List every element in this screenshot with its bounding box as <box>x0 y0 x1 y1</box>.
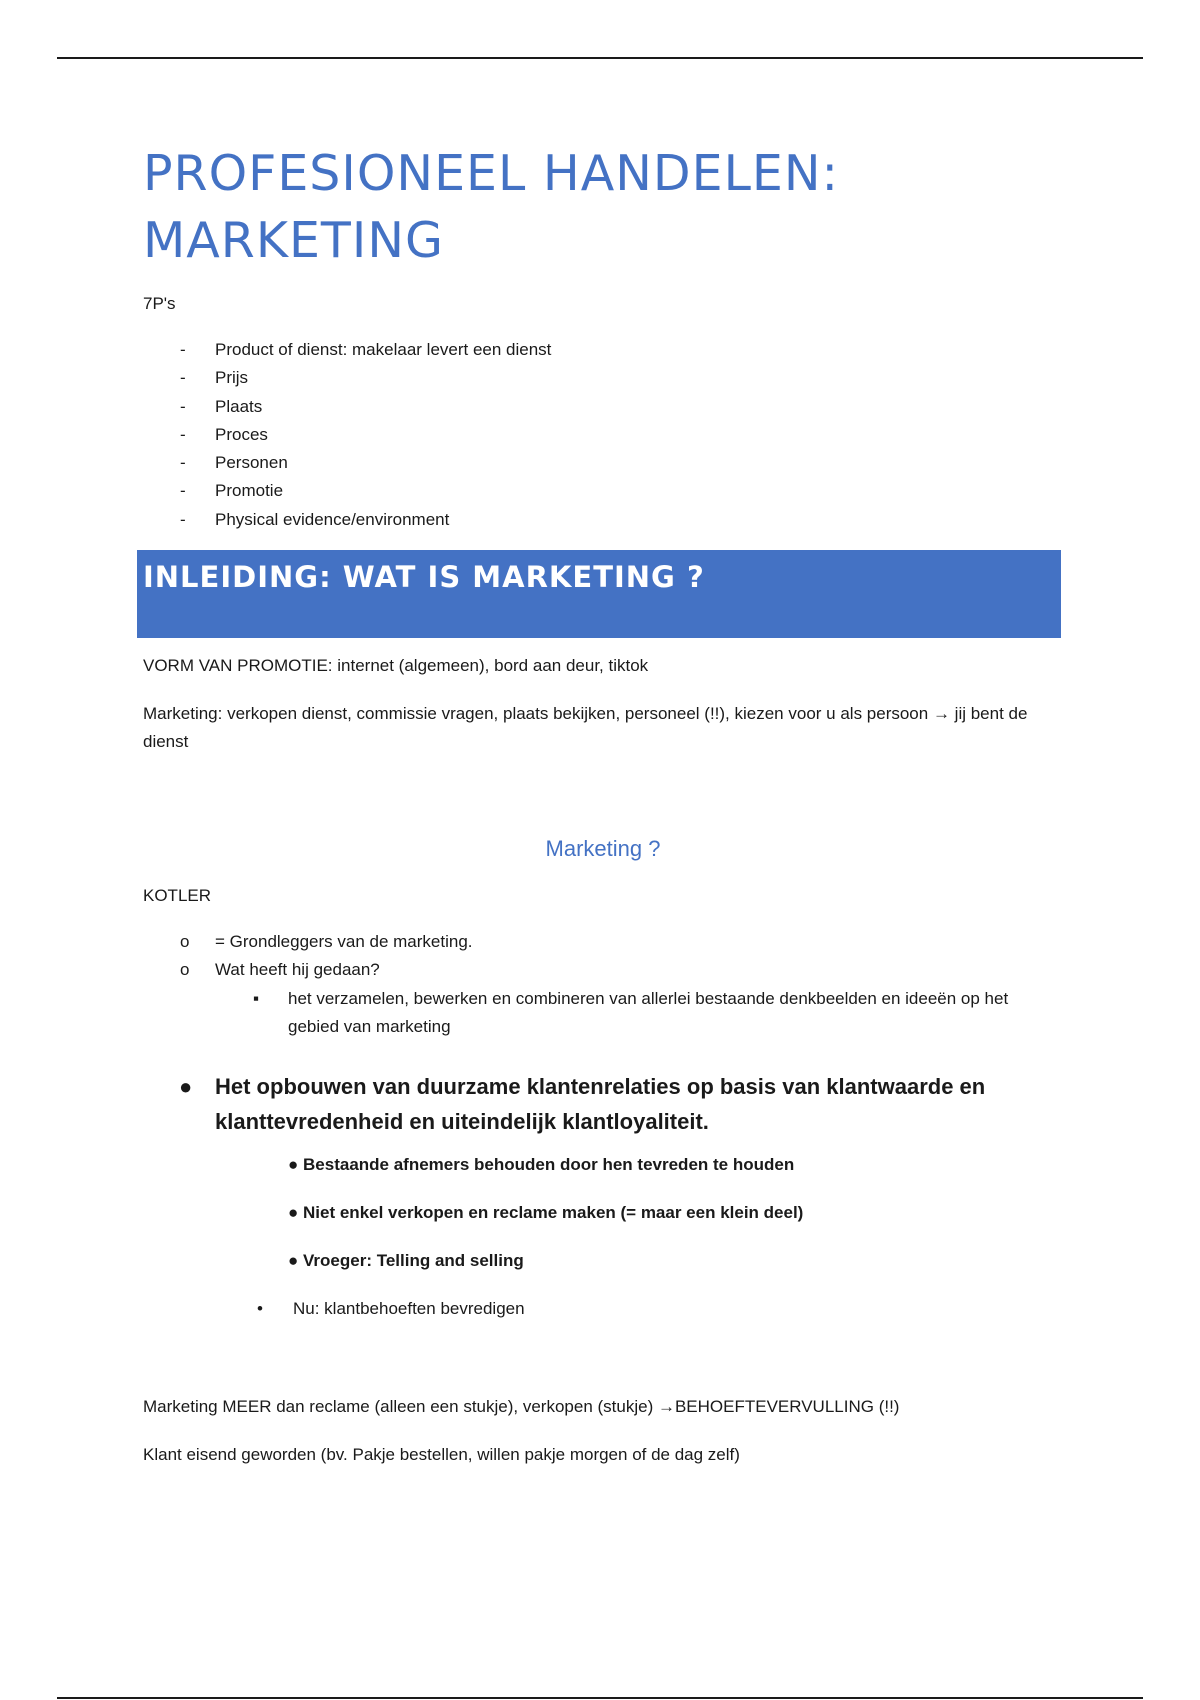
bold-subpoint: ● Vroeger: Telling and selling <box>288 1251 524 1271</box>
kotler-list <box>143 928 1063 985</box>
section-heading-banner: INLEIDING: WAT IS MARKETING ? <box>137 550 1061 638</box>
list-item: - Prijs <box>143 364 1063 392</box>
top-rule <box>57 57 1143 59</box>
list-item: - Promotie <box>143 477 1063 505</box>
o-marker: o <box>180 960 190 980</box>
bottom-rule <box>57 1697 1143 1699</box>
dot-marker: ● <box>288 1203 299 1223</box>
dash-marker: - <box>180 481 186 501</box>
seven-ps-label: 7P's <box>143 294 176 313</box>
list-item: - Physical evidence/environment <box>143 506 1063 534</box>
list-item: o = Grondleggers van de marketing. <box>143 928 1063 956</box>
center-heading: Marketing ? <box>545 836 661 862</box>
dash-marker: - <box>180 340 186 359</box>
small-dot-marker: • <box>257 1299 263 1319</box>
key-definition: ● Het opbouwen van duurzame klantenrelaties op basis van klantwaarde en klanttevredenheid en uiteindelijk klantloyaliteit. <box>143 1069 1063 1139</box>
square-marker: ▪ <box>253 988 260 1008</box>
title-line-1: PROFESIONEEL HANDELEN: <box>143 145 840 202</box>
dash-marker: - <box>180 509 186 529</box>
marketing-paragraph: Marketing: verkopen dienst, commissie vragen, plaats bekijken, personeel (!!), kiezen voor u als persoon → jij bent de dienst <box>143 704 1028 752</box>
list-item: o Wat heeft hij gedaan? <box>143 956 1063 984</box>
kotler-sublist <box>143 985 1063 1042</box>
dash-marker: - <box>180 453 186 473</box>
dot-marker: ● <box>288 1155 299 1175</box>
list-item: - Proces <box>143 421 1063 449</box>
list-item: ▪ het verzamelen, bewerken en combineren van allerlei bestaande denkbeelden en ideeën op het gebied van marketing <box>143 985 1063 1042</box>
dash-marker: - <box>180 424 186 444</box>
dash-marker: - <box>180 368 186 388</box>
list-item: - Plaats <box>143 393 1063 421</box>
o-marker: o <box>180 932 190 952</box>
list-item: - Personen <box>143 449 1063 477</box>
dot-marker: ● <box>179 1074 193 1100</box>
list-item: - Product of dienst: makelaar levert een dienst <box>143 336 1063 364</box>
document-body <box>143 140 1063 1469</box>
dot-marker: ● <box>288 1251 299 1271</box>
bold-subpoint: ● Niet enkel verkopen en reclame maken (= maar een klein deel) <box>288 1203 804 1223</box>
document-title <box>143 140 1063 274</box>
klant-paragraph: Klant eisend geworden (bv. Pakje bestellen, willen pakje morgen of de dag zelf) <box>143 1445 740 1465</box>
kotler-label: KOTLER <box>143 886 212 906</box>
bold-subpoint: ● Bestaande afnemers behouden door hen tevreden te houden <box>288 1155 795 1175</box>
seven-ps-list <box>143 336 1063 534</box>
title-line-2: MARKETING <box>143 212 444 269</box>
meer-paragraph: Marketing MEER dan reclame (alleen een stukje), verkopen (stukje) →BEHOEFTEVERVULLING (!!) <box>143 1397 900 1417</box>
promo-paragraph: VORM VAN PROMOTIE: internet (algemeen), bord aan deur, tiktok <box>143 656 649 676</box>
dash-marker: - <box>180 396 186 416</box>
now-line: • Nu: klantbehoeften bevredigen <box>143 1295 1063 1323</box>
